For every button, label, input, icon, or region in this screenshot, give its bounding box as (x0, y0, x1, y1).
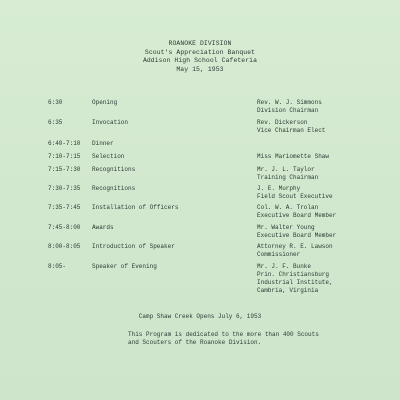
program-time: 7:35-7:45 (48, 204, 81, 211)
program-person-line: Mr. J. F. Bunke (257, 263, 312, 270)
program-person-line: Cambria, Virginia (257, 287, 319, 294)
program-person-line: Commissioner (257, 251, 301, 258)
program-person-line: Rev. Dickerson (257, 119, 308, 126)
event-title: Scout's Appreciation Banquet (144, 48, 256, 56)
venue-line: Addison High School Cafeteria (142, 57, 258, 65)
program-person-line: Mr. J. L. Taylor (257, 166, 315, 173)
program-header (0, 40, 400, 74)
program-person-line: Col. W. A. Trolan (257, 204, 319, 211)
date-line: May 15, 1953 (176, 65, 224, 73)
program-person-line: Rev. W. J. Simmons (257, 99, 322, 106)
program-person (257, 153, 329, 161)
program-row (0, 224, 400, 244)
program-person (257, 243, 333, 259)
program-time: 7:10-7:15 (48, 153, 81, 160)
program-event: Speaker of Evening (92, 263, 157, 270)
program-time: 6:30 (48, 99, 63, 106)
program-time: 6:40-7:10 (48, 140, 81, 147)
program-person (257, 119, 325, 135)
program-event: Introduction of Speaker (92, 243, 175, 250)
program-person-line: Miss Mariomette Shaw (257, 153, 330, 160)
program-row (0, 185, 400, 205)
program-person-line: Mr. Walter Young (257, 224, 315, 231)
program-time: 8:00-8:05 (48, 243, 81, 250)
program-event: Installation of Officers (92, 204, 179, 211)
program-row (0, 119, 400, 139)
program-person (257, 204, 336, 220)
program-time: 6:35 (48, 119, 63, 126)
program-person-line: Field Scout Executive (257, 193, 333, 200)
program-person-line: Division Chairman (257, 107, 319, 114)
program-time: 7:30-7:35 (48, 185, 81, 192)
program-person (257, 263, 333, 295)
program-event: Dinner (92, 140, 114, 147)
program-person-line: Vice Chairman Elect (257, 127, 326, 134)
program-person-line: Prin. Christiansburg (257, 271, 330, 278)
program-person-line: Executive Board Member (257, 232, 337, 239)
program-event: Selection (92, 153, 125, 160)
program-footer (0, 313, 400, 321)
program-event: Invocation (92, 119, 129, 126)
program-row (0, 166, 400, 186)
program-row (0, 243, 400, 263)
division-title: ROANOKE DIVISION (168, 40, 232, 47)
program-event: Recognitions (92, 185, 136, 192)
program-person (257, 224, 336, 240)
program-row (0, 99, 400, 119)
program-person (257, 166, 318, 182)
dedication-text (128, 331, 319, 347)
program-event: Recognitions (92, 166, 136, 173)
program-person-line: Industrial Institute, (257, 279, 333, 286)
program-time: 8:05- (48, 263, 67, 270)
program-person-line: Attorney R. E. Lawson (257, 243, 333, 250)
program-row (0, 263, 400, 294)
program-person (257, 99, 322, 115)
program-event: Awards (92, 224, 114, 231)
dedication-line-1: This Program is dedicated to the more than 400 Scouts (128, 331, 319, 338)
program-time: 7:45-8:00 (48, 224, 81, 231)
program-person (257, 185, 333, 201)
program-person-line: Executive Board Member (257, 212, 337, 219)
program-row (0, 204, 400, 224)
program-person-line: J. E. Murphy (257, 185, 301, 192)
dedication-line-2: and Scouters of the Roanoke Division. (128, 339, 262, 346)
program-event: Opening (92, 99, 118, 106)
program-person-line: Training Chairman (257, 174, 319, 181)
program-time: 7:15-7:30 (48, 166, 81, 173)
camp-notice: Camp Shaw Creek Opens July 6, 1953 (138, 313, 262, 320)
